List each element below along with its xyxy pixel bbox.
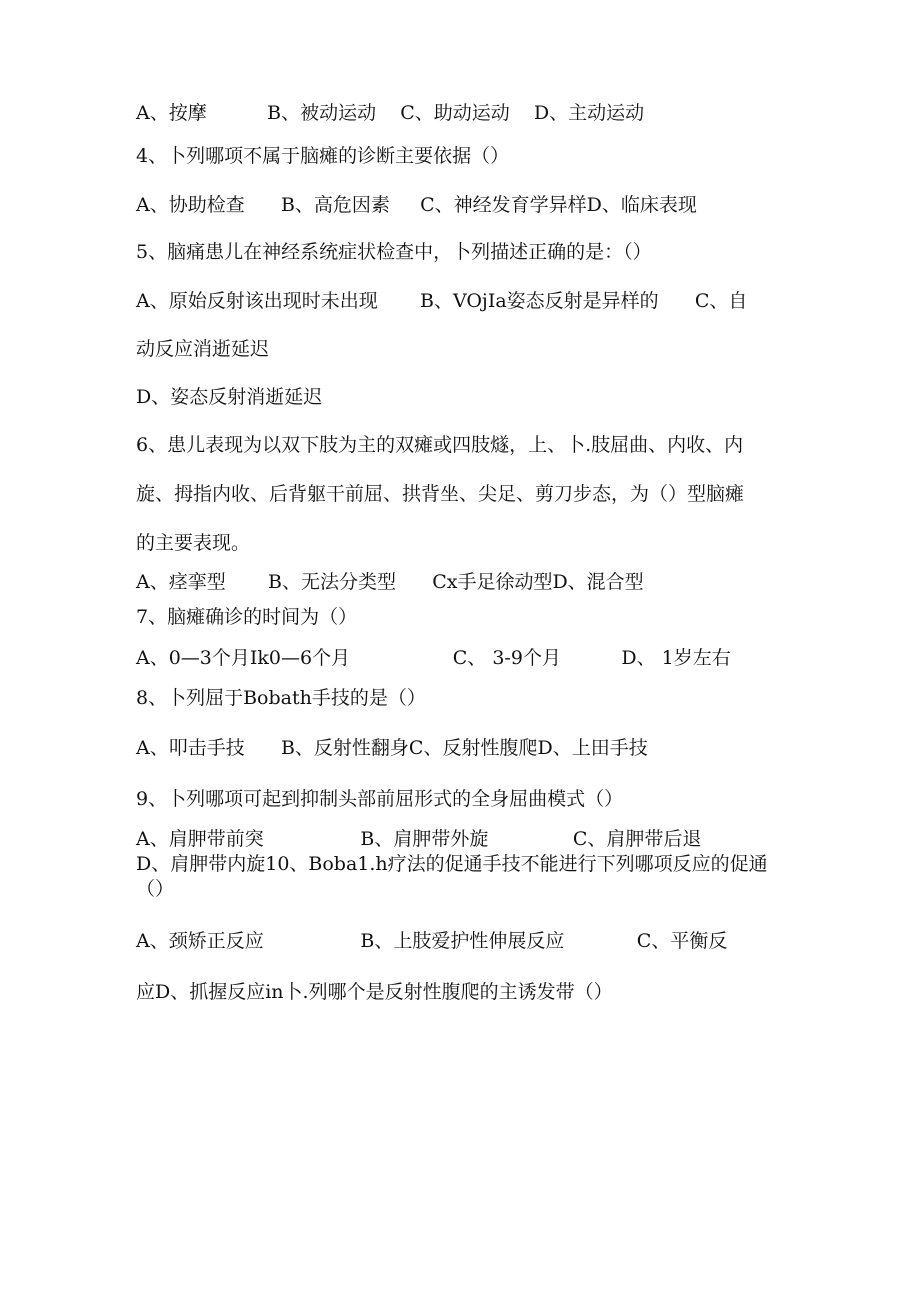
question-7-options: A、0—3个月Ik0—6个月 C、 3-9个月 D、 1岁左右	[136, 647, 731, 669]
question-10-options-line-1: A、颈矫正反应 B、上肢爱护性伸展反应 C、平衡反	[136, 930, 728, 952]
question-5-option-d: D、姿态反射消逝延迟	[136, 386, 323, 408]
question-9-text: 9、卜列哪项可起到抑制头部前屈形式的全身屈曲模式（）	[136, 788, 624, 810]
question-7-text: 7、脑瘫确诊的时间为（）	[136, 606, 358, 628]
question-10-options-line-2: 应D、抓握反应in卜.列哪个是反射性腹爬的主诱发带（）	[136, 981, 613, 1003]
question-8-options: A、叩击手技 B、反射性翻身C、反射性腹爬D、上田手技	[136, 737, 648, 759]
question-3-options: A、按摩 B、被动运动 C、助动运动 D、主动运动	[136, 102, 645, 124]
question-6-text-line-2: 旋、拇指内收、后背躯干前屈、拱背坐、尖足、剪刀步态，为（）型脑瘫	[136, 483, 745, 505]
question-8-text: 8、卜列屈于Bobath手技的是（）	[136, 687, 426, 709]
question-6-text-line-3: 的主要表现。	[136, 532, 251, 554]
question-5-text: 5、脑痛患儿在神经系统症状检查中，卜列描述正确的是：（）	[136, 241, 652, 263]
question-4-text: 4、卜列哪项不属于脑瘫的诊断主要依据（）	[136, 145, 510, 167]
question-5-options-line-1: A、原始反射该出现时未出现 B、VOjIa姿态反射是异样的 C、自	[136, 290, 748, 312]
question-6-text-line-1: 6、患儿表现为以双下肢为主的双瘫或四肢燧，上、卜.肢屈曲、内收、内	[136, 434, 744, 456]
question-4-options: A、协助检查 B、高危因素 C、神经发育学异样D、临床表现	[136, 194, 697, 216]
question-5-options-line-2: 动反应消逝延迟	[136, 338, 270, 360]
question-10-paren: （）	[136, 878, 175, 900]
question-9-options-line-1: A、肩胛带前突 B、肩胛带外旋 C、肩胛带后退	[136, 828, 702, 850]
question-9-options-line-2: D、肩胛带内旋10、Boba1.h疗法的促通手技不能进行下列哪项反应的促通	[136, 853, 768, 875]
question-6-options: A、痉挛型 B、无法分类型 Cx手足徐动型D、混合型	[136, 571, 644, 593]
